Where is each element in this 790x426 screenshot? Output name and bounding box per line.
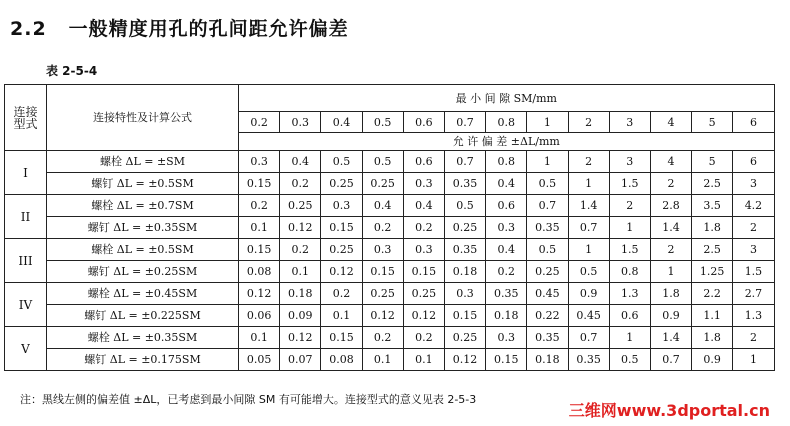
tolerance-value-cell: 0.15 xyxy=(444,305,485,327)
gap-column-10: 4 xyxy=(650,112,691,133)
tolerance-value-cell: 0.25 xyxy=(444,217,485,239)
tolerance-value-cell: 0.15 xyxy=(486,349,527,371)
gap-column-9: 3 xyxy=(609,112,650,133)
tolerance-value-cell: 2 xyxy=(568,151,609,173)
tolerance-value-cell: 0.5 xyxy=(568,261,609,283)
tolerance-value-cell: 0.25 xyxy=(527,261,568,283)
tolerance-value-cell: 0.12 xyxy=(444,349,485,371)
tolerance-value-cell: 1.8 xyxy=(692,217,733,239)
tolerance-value-cell: 1 xyxy=(568,173,609,195)
tolerance-value-cell: 0.35 xyxy=(444,173,485,195)
tolerance-value-cell: 0.2 xyxy=(280,239,321,261)
gap-column-7: 1 xyxy=(527,112,568,133)
tolerance-header: 允 许 偏 差 ±ΔL/mm xyxy=(239,133,775,151)
tolerance-value-cell: 0.4 xyxy=(486,173,527,195)
tolerance-value-cell: 0.25 xyxy=(444,327,485,349)
tolerance-value-cell: 1.5 xyxy=(609,239,650,261)
tolerance-value-cell: 0.2 xyxy=(239,195,280,217)
tolerance-value-cell: 0.2 xyxy=(403,327,444,349)
type-column-header: 连接型式 xyxy=(5,85,47,151)
tolerance-value-cell: 0.25 xyxy=(321,173,362,195)
tolerance-value-cell: 0.4 xyxy=(362,195,403,217)
table-row xyxy=(5,283,775,305)
table-row xyxy=(5,349,775,371)
tolerance-value-cell: 1 xyxy=(650,261,691,283)
formula-cell: 螺钉 ΔL = ±0.175SM xyxy=(47,349,239,371)
tolerance-value-cell: 0.5 xyxy=(527,173,568,195)
tolerance-value-cell: 2 xyxy=(733,327,774,349)
tolerance-value-cell: 0.35 xyxy=(444,239,485,261)
connection-type-cell: V xyxy=(5,327,47,371)
section-heading xyxy=(10,14,349,41)
tolerance-value-cell: 0.7 xyxy=(444,151,485,173)
tolerance-value-cell: 0.15 xyxy=(403,261,444,283)
table-row xyxy=(5,173,775,195)
tolerance-value-cell: 0.5 xyxy=(444,195,485,217)
tolerance-value-cell: 0.09 xyxy=(280,305,321,327)
tolerance-value-cell: 1.4 xyxy=(650,327,691,349)
table-label: 表 2-5-4 xyxy=(46,64,98,78)
tolerance-value-cell: 0.3 xyxy=(444,283,485,305)
gap-column-3: 0.5 xyxy=(362,112,403,133)
tolerance-value-cell: 0.5 xyxy=(362,151,403,173)
tolerance-value-cell: 0.3 xyxy=(486,327,527,349)
formula-cell: 螺栓 ΔL = ±SM xyxy=(47,151,239,173)
tolerance-value-cell: 0.18 xyxy=(280,283,321,305)
gap-column-11: 5 xyxy=(692,112,733,133)
tolerance-value-cell: 0.06 xyxy=(239,305,280,327)
tolerance-value-cell: 0.12 xyxy=(321,261,362,283)
gap-column-5: 0.7 xyxy=(444,112,485,133)
tolerance-value-cell: 0.8 xyxy=(486,151,527,173)
tolerance-value-cell: 0.45 xyxy=(527,283,568,305)
tolerance-value-cell: 1.3 xyxy=(609,283,650,305)
tolerance-value-cell: 3 xyxy=(609,151,650,173)
tolerance-value-cell: 2.8 xyxy=(650,195,691,217)
table-row xyxy=(5,195,775,217)
tolerance-value-cell: 1 xyxy=(527,151,568,173)
tolerance-value-cell: 0.45 xyxy=(568,305,609,327)
tolerance-value-cell: 0.15 xyxy=(362,261,403,283)
tolerance-value-cell: 0.05 xyxy=(239,349,280,371)
tolerance-value-cell: 2.5 xyxy=(692,173,733,195)
formula-cell: 螺钉 ΔL = ±0.25SM xyxy=(47,261,239,283)
tolerance-value-cell: 0.35 xyxy=(568,349,609,371)
formula-cell: 螺钉 ΔL = ±0.35SM xyxy=(47,217,239,239)
tolerance-value-cell: 0.22 xyxy=(527,305,568,327)
tolerance-value-cell: 1.3 xyxy=(733,305,774,327)
tolerance-value-cell: 0.5 xyxy=(321,151,362,173)
tolerance-value-cell: 0.3 xyxy=(403,173,444,195)
tolerance-value-cell: 0.9 xyxy=(692,349,733,371)
tolerance-value-cell: 0.1 xyxy=(239,327,280,349)
gap-column-8: 2 xyxy=(568,112,609,133)
tolerance-value-cell: 3.5 xyxy=(692,195,733,217)
table-row xyxy=(5,151,775,173)
tolerance-value-cell: 2.2 xyxy=(692,283,733,305)
tolerance-value-cell: 0.12 xyxy=(362,305,403,327)
header-row-1 xyxy=(5,85,775,112)
gap-column-0: 0.2 xyxy=(239,112,280,133)
tolerance-value-cell: 1 xyxy=(733,349,774,371)
tolerance-value-cell: 0.07 xyxy=(280,349,321,371)
tolerance-value-cell: 0.8 xyxy=(609,261,650,283)
section-title: 一般精度用孔的孔间距允许偏差 xyxy=(68,18,349,40)
tolerance-value-cell: 0.1 xyxy=(239,217,280,239)
tolerance-value-cell: 1.5 xyxy=(733,261,774,283)
tolerance-value-cell: 0.1 xyxy=(321,305,362,327)
tolerance-value-cell: 1.8 xyxy=(692,327,733,349)
tolerance-value-cell: 0.1 xyxy=(362,349,403,371)
tolerance-value-cell: 0.08 xyxy=(321,349,362,371)
tolerance-value-cell: 0.12 xyxy=(239,283,280,305)
gap-column-4: 0.6 xyxy=(403,112,444,133)
tolerance-value-cell: 0.4 xyxy=(403,195,444,217)
tolerance-value-cell: 0.4 xyxy=(280,151,321,173)
tolerance-value-cell: 6 xyxy=(733,151,774,173)
tolerance-value-cell: 0.15 xyxy=(239,173,280,195)
formula-cell: 螺栓 ΔL = ±0.35SM xyxy=(47,327,239,349)
table-note: 注：黑线左侧的偏差值 ±ΔL，已考虑到最小间隙 SM 有可能增大。连接型式的意义见表 2-5-3 xyxy=(20,393,477,406)
tolerance-value-cell: 0.12 xyxy=(403,305,444,327)
tolerance-value-cell: 0.9 xyxy=(568,283,609,305)
table-row xyxy=(5,305,775,327)
tolerance-value-cell: 0.35 xyxy=(527,327,568,349)
tolerance-value-cell: 0.3 xyxy=(239,151,280,173)
tolerance-value-cell: 4 xyxy=(650,151,691,173)
tolerance-value-cell: 0.2 xyxy=(403,217,444,239)
tolerance-value-cell: 0.6 xyxy=(609,305,650,327)
tolerance-value-cell: 0.7 xyxy=(568,217,609,239)
tolerance-value-cell: 0.2 xyxy=(486,261,527,283)
tolerance-value-cell: 0.1 xyxy=(280,261,321,283)
gap-column-6: 0.8 xyxy=(486,112,527,133)
tolerance-value-cell: 1.4 xyxy=(650,217,691,239)
section-number: 2.2 xyxy=(10,18,47,40)
tolerance-value-cell: 2.5 xyxy=(692,239,733,261)
table-row xyxy=(5,217,775,239)
tolerance-value-cell: 0.25 xyxy=(403,283,444,305)
tolerance-value-cell: 0.15 xyxy=(321,327,362,349)
table-row xyxy=(5,239,775,261)
tolerance-value-cell: 1.1 xyxy=(692,305,733,327)
tolerance-value-cell: 0.2 xyxy=(362,327,403,349)
tolerance-value-cell: 1.4 xyxy=(568,195,609,217)
tolerance-value-cell: 0.18 xyxy=(444,261,485,283)
tolerance-value-cell: 0.18 xyxy=(527,349,568,371)
connection-type-cell: IV xyxy=(5,283,47,327)
tolerance-value-cell: 0.08 xyxy=(239,261,280,283)
tolerance-value-cell: 1.8 xyxy=(650,283,691,305)
tolerance-value-cell: 0.25 xyxy=(362,283,403,305)
connection-type-cell: II xyxy=(5,195,47,239)
tolerance-value-cell: 0.7 xyxy=(527,195,568,217)
formula-cell: 螺钉 ΔL = ±0.225SM xyxy=(47,305,239,327)
tolerance-value-cell: 0.6 xyxy=(403,151,444,173)
tolerance-value-cell: 2 xyxy=(733,217,774,239)
tolerance-value-cell: 1.25 xyxy=(692,261,733,283)
tolerance-value-cell: 0.2 xyxy=(321,283,362,305)
watermark-logo: 三维网www.3dportal.cn xyxy=(568,401,770,420)
tolerance-value-cell: 0.9 xyxy=(650,305,691,327)
tolerance-value-cell: 0.5 xyxy=(527,239,568,261)
tolerance-value-cell: 0.2 xyxy=(362,217,403,239)
tolerance-value-cell: 0.35 xyxy=(527,217,568,239)
table-row xyxy=(5,261,775,283)
tolerance-value-cell: 0.15 xyxy=(321,217,362,239)
tolerance-value-cell: 0.7 xyxy=(650,349,691,371)
formula-cell: 螺栓 ΔL = ±0.5SM xyxy=(47,239,239,261)
tolerance-value-cell: 0.3 xyxy=(403,239,444,261)
gap-column-2: 0.4 xyxy=(321,112,362,133)
tolerance-value-cell: 0.1 xyxy=(403,349,444,371)
tolerance-value-cell: 0.25 xyxy=(280,195,321,217)
tolerance-value-cell: 0.15 xyxy=(239,239,280,261)
formula-cell: 螺栓 ΔL = ±0.7SM xyxy=(47,195,239,217)
formula-cell: 螺钉 ΔL = ±0.5SM xyxy=(47,173,239,195)
tolerance-value-cell: 1.5 xyxy=(609,173,650,195)
tolerance-value-cell: 0.12 xyxy=(280,217,321,239)
tolerance-value-cell: 3 xyxy=(733,173,774,195)
tolerance-value-cell: 0.25 xyxy=(362,173,403,195)
formula-cell: 螺栓 ΔL = ±0.45SM xyxy=(47,283,239,305)
tolerance-value-cell: 0.6 xyxy=(486,195,527,217)
tolerance-value-cell: 4.2 xyxy=(733,195,774,217)
tolerance-value-cell: 0.3 xyxy=(486,217,527,239)
tolerance-value-cell: 2 xyxy=(650,173,691,195)
tolerance-value-cell: 3 xyxy=(733,239,774,261)
tolerance-value-cell: 0.3 xyxy=(362,239,403,261)
tolerance-value-cell: 0.2 xyxy=(280,173,321,195)
tolerance-value-cell: 2.7 xyxy=(733,283,774,305)
tolerance-value-cell: 2 xyxy=(609,195,650,217)
tolerance-value-cell: 1 xyxy=(609,327,650,349)
tolerance-table xyxy=(4,84,775,371)
tolerance-value-cell: 5 xyxy=(692,151,733,173)
tolerance-value-cell: 0.5 xyxy=(609,349,650,371)
connection-type-cell: III xyxy=(5,239,47,283)
gap-column-12: 6 xyxy=(733,112,774,133)
tolerance-value-cell: 0.7 xyxy=(568,327,609,349)
gap-column-1: 0.3 xyxy=(280,112,321,133)
formula-column-header: 连接特性及计算公式 xyxy=(47,85,239,151)
table-row xyxy=(5,327,775,349)
tolerance-value-cell: 0.4 xyxy=(486,239,527,261)
tolerance-value-cell: 1 xyxy=(568,239,609,261)
tolerance-value-cell: 0.25 xyxy=(321,239,362,261)
tolerance-value-cell: 0.18 xyxy=(486,305,527,327)
tolerance-value-cell: 0.35 xyxy=(486,283,527,305)
tolerance-value-cell: 0.12 xyxy=(280,327,321,349)
tolerance-value-cell: 1 xyxy=(609,217,650,239)
tolerance-value-cell: 0.3 xyxy=(321,195,362,217)
min-gap-header: 最 小 间 隙 SM/mm xyxy=(239,85,775,112)
connection-type-cell: I xyxy=(5,151,47,195)
tolerance-value-cell: 2 xyxy=(650,239,691,261)
